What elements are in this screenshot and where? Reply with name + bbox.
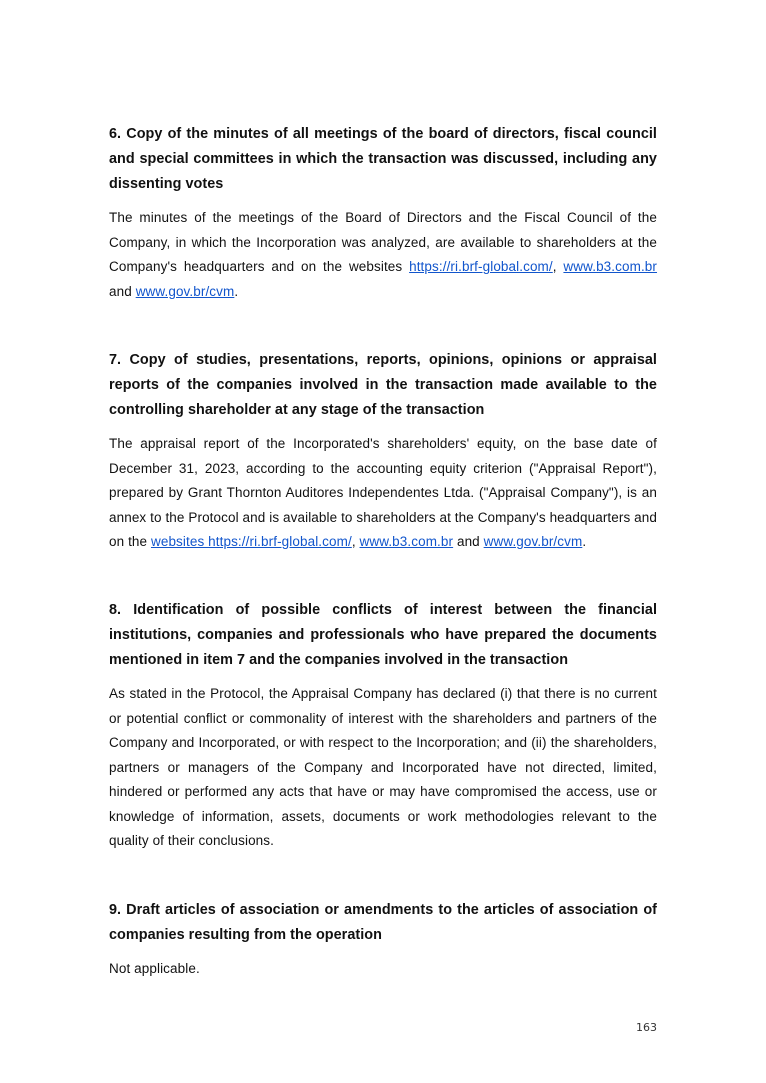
section-6-heading: 6. Copy of the minutes of all meetings of the board of directors, fiscal council and special committees in which the transaction was discussed, including any dissenting votes [109,126,657,192]
section-7 [109,348,657,555]
section-8-body: As stated in the Protocol, the Appraisal Company has declared (i) that there is no current or potential conflict or commonality of interest with the shareholders and partners of the Company and Incorporated, or with respect to the Incorporation; and (ii) the shareholders, partners or managers of the Company and Incorporated have not directed, limited, hindered or performed any acts that have or may have compromised the access, use or knowledge of information, assets, documents or work methodologies relevant to the quality of their conclusions. [109,686,657,848]
section-9-body: Not applicable. [109,961,200,976]
section-7-body [109,432,657,555]
section-7-text: The appraisal report of the Incorporated's shareholders' equity, on the base date of December 31, 2023, according to the accounting equity criterion ("Appraisal Report"), prepared by Grant Thornton Auditores Independentes Ltda. ("Appraisal Company"), is an annex to the Protocol and is available to shareholders at the Company's headquarters and on the [109,436,657,549]
period: . [234,283,239,299]
section-6 [109,122,657,304]
separator: and [109,283,136,299]
section-8 [109,598,657,854]
b3-link[interactable]: www.b3.com.br [563,259,658,274]
section-6-text: The minutes of the meetings of the Board of Directors and the Fiscal Council of the Company, in which the Incorporation was analyzed, are available to shareholders at the Company's headquarters and on the websites [109,210,657,274]
separator: , [552,259,564,274]
cvm-link[interactable]: www.gov.br/cvm [135,283,235,299]
section-6-body [109,206,657,304]
section-9 [109,898,657,982]
separator: , [351,534,360,549]
period: . [582,534,587,549]
section-8-heading: 8. Identification of possible conflicts of interest between the financial institutions, companies and professionals who have prepared the documents mentioned in item 7 and the companies involved in the transaction [109,602,657,668]
brf-global-link[interactable]: websites https://ri.brf-global.com/ [150,534,352,549]
page-number: 163 [636,1021,657,1034]
cvm-link[interactable]: www.gov.br/cvm [483,534,583,549]
section-9-heading: 9. Draft articles of association or amendments to the articles of association of companies resulting from the operation [109,902,657,943]
brf-global-link[interactable]: https://ri.brf-global.com/ [409,259,553,274]
section-7-heading: 7. Copy of studies, presentations, reports, opinions, opinions or appraisal reports of the companies involved in the transaction made available to the controlling shareholder at any stage of the transaction [109,352,657,418]
separator: and [453,534,484,549]
b3-link[interactable]: www.b3.com.br [359,534,454,549]
